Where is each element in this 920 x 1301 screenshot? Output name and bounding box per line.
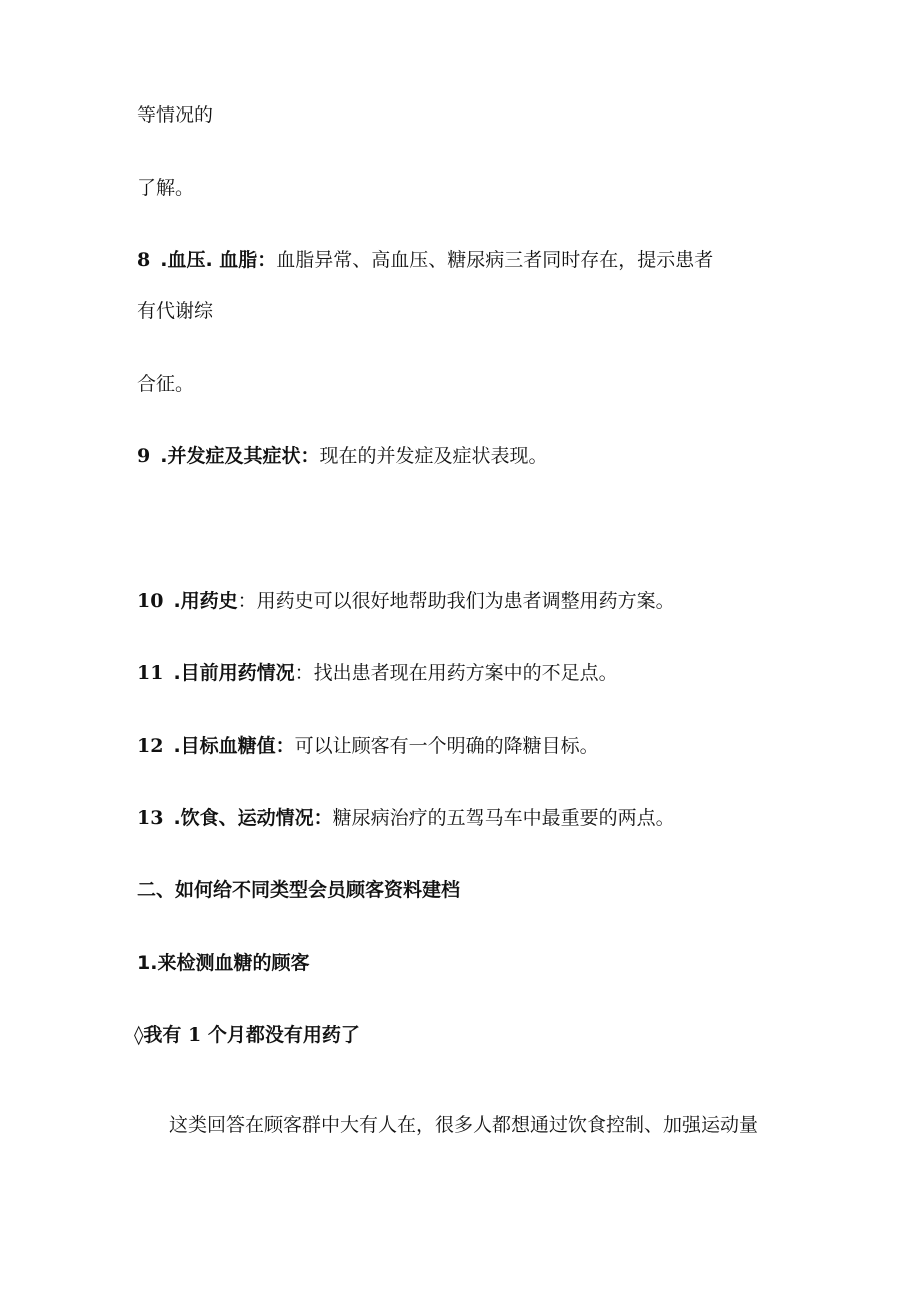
text-line: 合征。 [137,373,195,395]
quote-prefix: ◊我有 [134,1024,182,1046]
item-text: 可以让顾客有一个明确的降糖目标。 [294,735,599,757]
quote-number: 1 [188,1024,202,1046]
item-text: 现在的并发症及症状表现。 [319,445,548,467]
item-heading: .血压. 血脂： [160,249,277,271]
text-line: 等情况的 [137,104,214,126]
list-item-10 [137,589,675,613]
item-number: 10 [137,590,164,612]
quote-heading [134,1023,360,1047]
item-number: 12 [137,735,164,757]
item-heading: .目前用药情况 [173,662,295,684]
body-paragraph: 这类回答在顾客群中大有人在，很多人都想通过饮食控制、加强运动量 [169,1114,759,1136]
item-text: ：用药史可以很好地帮助我们为患者调整用药方案。 [237,590,675,612]
subsection-heading: 1.来检测血糖的顾客 [137,952,310,974]
item-number: 8 [137,249,151,271]
item-number: 13 [137,807,164,829]
item-text: 血脂异常、高血压、糖尿病三者同时存在，提示患者 [276,249,714,271]
list-item-12 [137,734,599,758]
quote-suffix: 个月都没有用药了 [207,1024,360,1046]
item-text: ：找出患者现在用药方案中的不足点。 [294,662,618,684]
item-number: 11 [137,662,164,684]
text-line: 了解。 [137,177,195,199]
item-text: 糖尿病治疗的五驾马车中最重要的两点。 [332,807,675,829]
list-item-11 [137,661,618,685]
item-heading: .饮食、运动情况： [173,807,333,829]
item-heading: .目标血糖值： [173,735,295,757]
item-heading: .并发症及其症状： [160,445,320,467]
text-line: 有代谢综 [137,300,214,322]
section-heading: 二、如何给不同类型会员顾客资料建档 [137,879,461,901]
list-item-13 [137,806,675,830]
item-number: 9 [137,445,151,467]
list-item-8 [137,248,713,272]
item-heading: .用药史 [173,590,238,612]
list-item-9 [137,444,547,468]
